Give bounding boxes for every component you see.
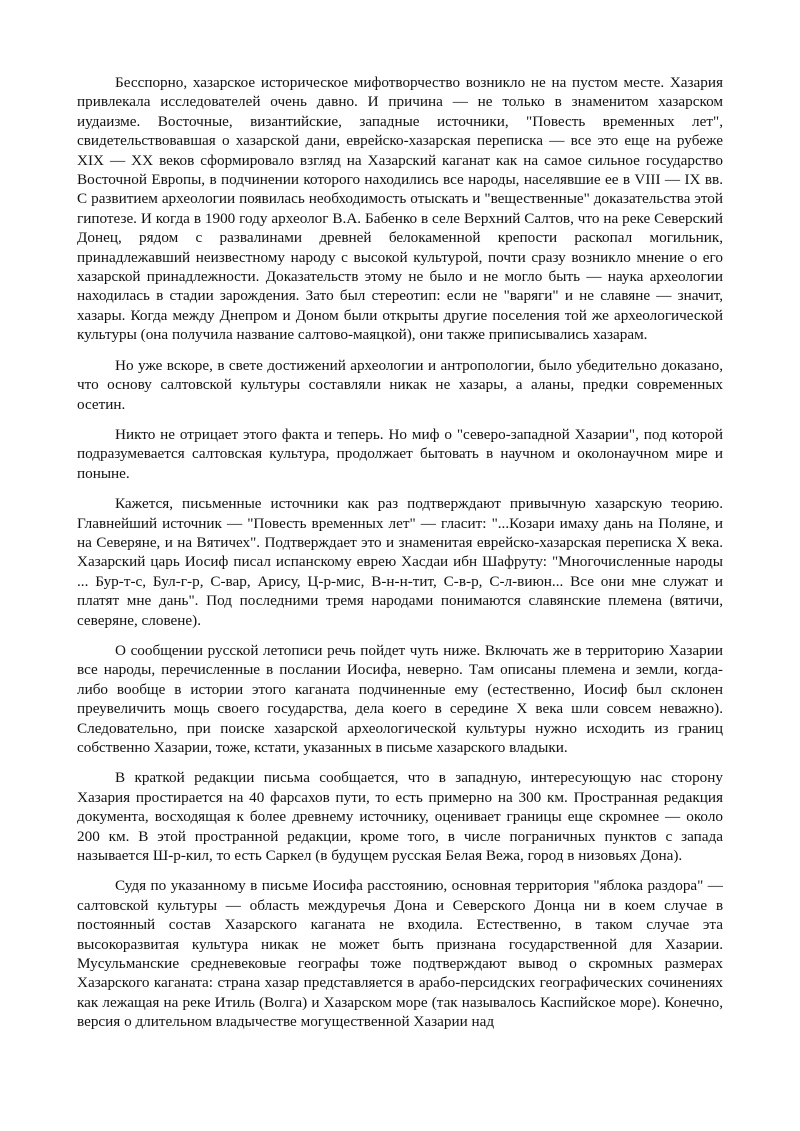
paragraph: О сообщении русской летописи речь пойдет чуть ниже. Включать же в территорию Хазарии все народы, перечисленные в послании Иосифа, неверно. Там описаны племена и земли, когда-либо вообще в истории этого каганата подчиненные ему (естественно, Иосиф был склонен преувеличить мощь своего государства, дела коего в середине X века шли совсем неважно). Следовательно, при поиске хазарской археологической культуры нужно исходить из границ собственно Хазарии, тоже, кстати, указанных в письме хазарского владыки. xyxy=(77,641,723,756)
paragraph: Никто не отрицает этого факта и теперь. Но миф о "северо-западной Хазарии", под которой подразумевается салтовская культура, продолжает бытовать в научном и околонаучном мире и поныне. xyxy=(77,425,723,482)
paragraph: В краткой редакции письма сообщается, что в западную, интересующую нас сторону Хазария простирается на 40 фарсахов пути, то есть примерно на 300 км. Пространная редакция документа, восходящая к более древнему источнику, оценивает границы еще скромнее — около 200 км. В этой пространной редакции, кроме того, в числе пограничных пунктов с запада называется Ш-р-кил, то есть Саркел (в будущем русская Белая Вежа, город в низовьях Дона). xyxy=(77,769,723,865)
paragraph: Судя по указанному в письме Иосифа расстоянию, основная территория "яблока раздора" — салтовской культуры — область междуречья Дона и Северского Донца ни в коем случае в постоянный состав Хазарского каганата не входила. Естественно, в таком случае эта высокоразвитая культура никак не может быть признана государственной для Хазарии. Мусульманские средневековые географы тоже подтверждают вывод о скромных размерах Хазарского каганата: страна хазар представляется в арабо-персидских географических сочинениях как лежащая на реке Итиль (Волга) и Хазарском море (так называлось Каспийское море). Конечно, версия о длительном владычестве могущественной Хазарии над xyxy=(77,877,723,1031)
document-page xyxy=(77,73,723,1043)
paragraph: Бесспорно, хазарское историческое мифотворчество возникло не на пустом месте. Хазария привлекала исследователей очень давно. И причина — не только в знаменитом хазарском иудаизме. Восточные, византийские, западные источники, "Повесть временных лет", свидетельствовавшая о хазарской дани, еврейско-хазарская переписка — все это еще на рубеже XIX — XX веков сформировало взгляд на Хазарский каганат как на самое сильное государство Восточной Европы, в подчинении которого находились все народы, населявшие ее в VIII — IX вв. С развитием археологии появилась необходимость отыскать и "вещественные" доказательства этой гипотезе. И когда в 1900 году археолог В.А. Бабенко в селе Верхний Салтов, что на реке Северский Донец, рядом с развалинами древней белокаменной крепости раскопал могильник, принадлежавший неизвестному народу с высокой культурой, почти сразу возникло мнение о его хазарской принадлежности. Доказательств этому не было и не могло быть — наука археологии находилась в стадии зарождения. Зато был стереотип: если не "варяги" и не славяне — значит, хазары. Когда между Днепром и Доном были открыты другие поселения той же археологической культуры (она получила название салтово-маяцкой), они также приписывались хазарам. xyxy=(77,74,723,344)
paragraph: Но уже вскоре, в свете достижений археологии и антропологии, было убедительно доказано, что основу салтовской культуры составляли никак не хазары, а аланы, предки современных осетин. xyxy=(77,356,723,413)
paragraph: Кажется, письменные источники как раз подтверждают привычную хазарскую теорию. Главнейший источник — "Повесть временных лет" — гласит: "...Козари имаху дань на Поляне, и на Северяне, и на Вятичех". Подтверждает это и знаменитая еврейско-хазарская переписка X века. Хазарский царь Иосиф писал испанскому еврею Хасдаи ибн Шафруту: "Многочисленные народы ... Бур-т-с, Бул-г-р, С-вар, Арису, Ц-р-мис, В-н-н-тит, С-в-р, С-л-виюн... Все они мне служат и платят мне дань". Под последними тремя народами понимаются славянские племена (вятичи, северяне, словене). xyxy=(77,495,723,629)
